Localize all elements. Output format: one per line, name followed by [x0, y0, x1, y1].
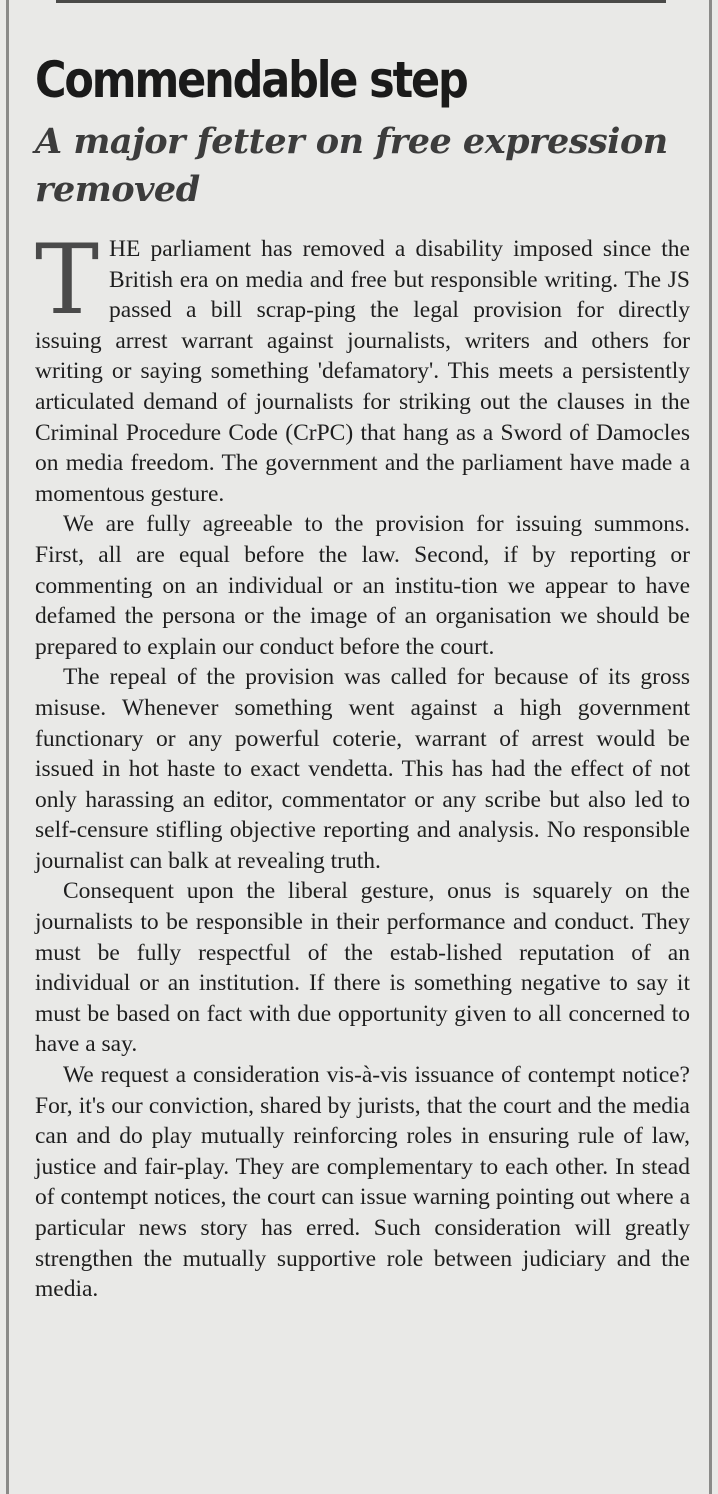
left-column-rule	[6, 0, 9, 1494]
article-body	[35, 224, 690, 1305]
headline: Commendable step	[35, 51, 467, 109]
paragraph-4: Consequent upon the liberal gesture, onus is squarely on the journalists to be responsible in their performance and conduct. They must be fully respectful of the estab-lished reputation of an individual or an institution. If there is something negative to say it must be based on fact with due opportunity given to all concerned to have a say.	[35, 878, 690, 1058]
right-column-rule	[709, 0, 712, 1494]
subheadline: A major fetter on free expression removed	[35, 121, 668, 210]
top-rule	[56, 0, 666, 3]
paragraph-2: We are fully agreeable to the provision for issuing summons. First, all are equal before the law. Second, if by reporting or commenting on an individual or an institu-tion we appear to have defamed the persona or the image of an organisation we should be prepared to explain our conduct before the court.	[35, 511, 690, 660]
paragraph-5: We request a consideration vis-à-vis issuance of contempt notice? For, it's our conviction, shared by jurists, that the court and the media can and do play mutually reinforcing roles in ensuring rule of law, justice and fair-play. They are complementary to each other. In stead of contempt notices, the court can issue warning pointing out where a particular news story has erred. Such consideration will greatly strengthen the mutually supportive role between judiciary and the media.	[35, 1062, 690, 1303]
paragraph-1-text: HE parliament has removed a disability imposed since the British era on media and free but responsible writing. The JS passed a bill scrap-ping the legal provision for directly issuing arrest warrant against journalists, writers and others for writing or saying something 'defamatory'. This meets a persistently articulated demand of journalists for striking out the clauses in the Criminal Procedure Code (CrPC) that hang as a Sword of Damocles on media freedom. The government and the parliament have made a momentous gesture.	[35, 236, 690, 507]
paragraph-1	[35, 224, 690, 509]
drop-cap: T	[35, 224, 100, 336]
paragraph-3: The repeal of the provision was called for because of its gross misuse. Whenever something went against a high government functionary or any powerful coterie, warrant of arrest would be issued in hot haste to exact vendetta. This has had the effect of not only harassing an editor, commentator or any scribe but also led to self-censure stifling objective reporting and analysis. No responsible journalist can balk at revealing truth.	[35, 664, 690, 874]
